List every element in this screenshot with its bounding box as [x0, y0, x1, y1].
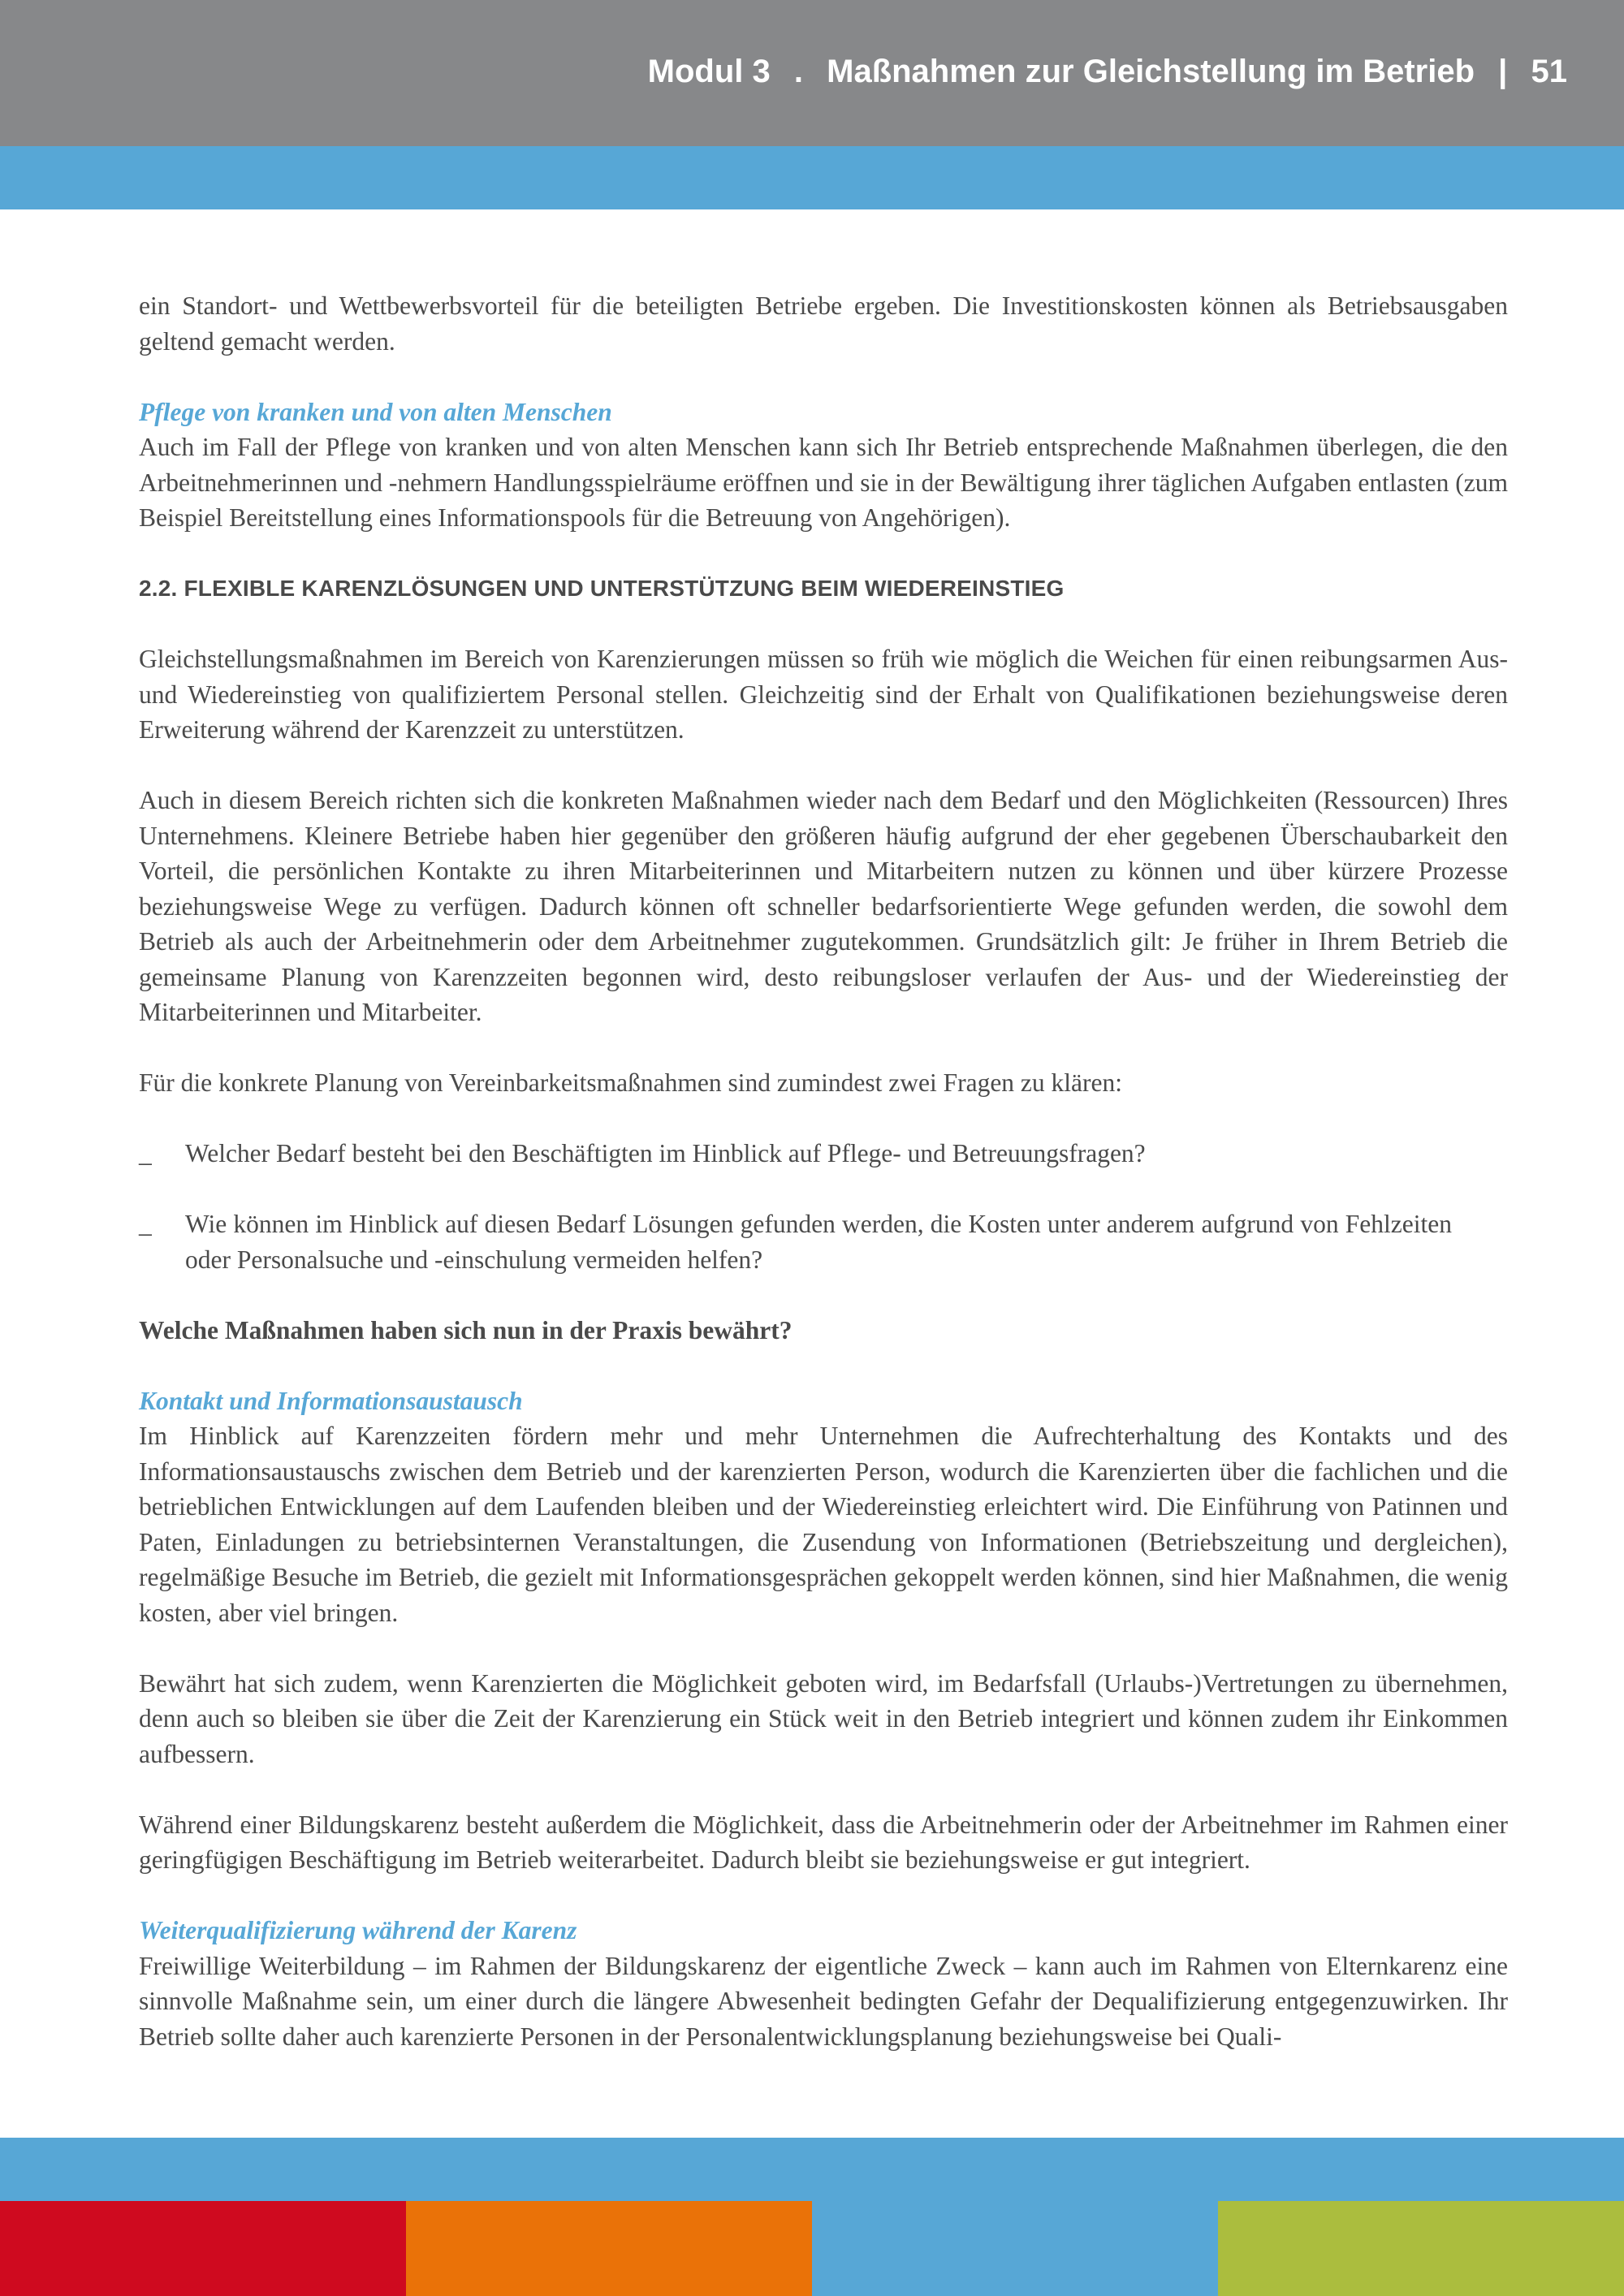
qualification-paragraph: Freiwillige Weiterbildung – im Rahmen der Bildungskarenz der eigentliche Zweck – kann auch im Rahmen von Elternkarenz eine sinnvolle Maßnahme sein, um einer durch die längere Abwesenheit bedingten Gefahr der Dequalifizierung entgegenzuwirken. Ihr Betrieb sollte daher auch karenzierte Personen in der Personalentwicklungsplanung beziehungsweise bei Quali-: [139, 1951, 1508, 2051]
footer-block-orange: [406, 2201, 812, 2296]
paragraph-measures: Auch in diesem Bereich richten sich die konkreten Maßnahmen wieder nach dem Bedarf und den Möglichkeiten (Ressourcen) Ihres Unternehmens. Kleinere Betriebe haben hier gegenüber den größeren häufig aufgrund der eher gegebenen Überschaubarkeit den Vorteil, die persönlichen Kontakte zu ihren Mitarbeiterinnen und Mitarbeitern nutzen zu können und über kürzere Prozesse beziehungsweise Wege zu verfügen. Dadurch können oft schneller bedarfsorientierte Wege gefunden werden, die sowohl dem Betrieb als auch der Arbeitnehmerin oder dem Arbeitnehmer zugutekommen. Grundsätzlich gilt: Je früher in Ihrem Betrieb die gemeinsame Planung von Karenzzeiten begonnen wird, desto reibungsloser verlaufen der Aus- und der Wiedereinstieg der Mitarbeiterinnen und Mitarbeiter.: [139, 786, 1508, 1026]
contact-heading: Kontakt und Informationsaustausch: [139, 1386, 523, 1415]
footer-block-green: [1218, 2201, 1624, 2296]
paragraph-substitution: Bewährt hat sich zudem, wenn Karenzierten die Möglichkeit geboten wird, im Bedarfsfall (Urlaubs-)Vertretungen zu übernehmen, denn auch so bleiben sie über die Zeit der Karenzierung ein Stück weit in den Betrieb integriert und können zudem ihr Einkommen aufbessern.: [139, 1668, 1508, 1768]
footer-block-blue: [812, 2201, 1218, 2296]
header-divider: |: [1498, 54, 1508, 89]
page-number: 51: [1531, 54, 1567, 89]
contact-paragraph: Im Hinblick auf Karenzzeiten fördern mehr und mehr Unternehmen die Aufrechterhaltung des Kontakts und des Informationsaustauschs zwischen dem Betrieb und der karenzierten Person, wodurch die Karenzierten über die fachlichen und die betrieblichen Entwicklungen auf dem Laufenden bleiben und der Wiedereinstieg erleichtert wird. Die Einführung von Patinnen und Paten, Einladungen zu betriebsinternen Veranstaltungen, die Zusendung von Informationen (Betriebszeitung und dergleichen), regelmäßige Besuche im Betrieb, die gezielt mit Informationsgesprächen gekoppelt werden können, sind hier Maßnahmen, die wenig kosten, aber viel bringen.: [139, 1422, 1508, 1627]
bullet-mark: _: [139, 1210, 152, 1238]
chapter-title: Maßnahmen zur Gleichstellung im Betrieb: [827, 54, 1475, 89]
care-paragraph: Auch im Fall der Pflege von kranken und von alten Menschen kann sich Ihr Betrieb entsprechende Maßnahmen überlegen, die den Arbeitnehmerinnen und -nehmern Handlungsspielräume eröffnen und sie in der Bewältigung ihrer täglichen Aufgaben entlasten (zum Beispiel Bereitstellung eines Informationspools für die Betreuung von Angehörigen).: [139, 433, 1508, 532]
bullet-mark: _: [139, 1139, 152, 1167]
intro-paragraph: ein Standort- und Wettbewerbsvorteil für die beteiligten Betriebe ergeben. Die Investitionskosten können als Betriebsausgaben geltend gemacht werden.: [139, 291, 1508, 356]
section-heading: 2.2. FLEXIBLE KARENZLÖSUNGEN UND UNTERSTÜTZUNG BEIM WIEDEREINSTIEG: [139, 576, 1065, 601]
page-content: [139, 288, 1508, 2054]
bullet-item: [139, 1136, 1452, 1172]
qualification-heading: Weiterqualifizierung während der Karenz: [139, 1916, 577, 1944]
bullet-text: Wie können im Hinblick auf diesen Bedarf Lösungen gefunden werden, die Kosten unter anderem aufgrund von Fehlzeiten oder Personalsuche und -einschulung vermeiden helfen?: [185, 1210, 1452, 1274]
care-heading: Pflege von kranken und von alten Menschen: [139, 397, 612, 426]
paragraph-karenz: Gleichstellungsmaßnahmen im Bereich von Karenzierungen müssen so früh wie möglich die Weichen für einen reibungsarmen Aus- und Wiedereinstieg von qualifiziertem Personal stellen. Gleichzeitig sind der Erhalt von Qualifikationen beziehungsweise deren Erweiterung während der Karenzzeit zu unterstützen.: [139, 645, 1508, 744]
header-bar: [0, 0, 1624, 146]
bullet-item: [139, 1206, 1452, 1277]
footer-color-blocks: [0, 2201, 1624, 2296]
footer-block-red: [0, 2201, 406, 2296]
module-label: Modul 3: [647, 54, 771, 89]
page-header-title: [648, 54, 1567, 90]
practice-question: Welche Maßnahmen haben sich nun in der Praxis bewährt?: [139, 1315, 793, 1344]
bullet-text: Welcher Bedarf besteht bei den Beschäftigten im Hinblick auf Pflege- und Betreuungsfragen?: [185, 1139, 1146, 1167]
paragraph-education-leave: Während einer Bildungskarenz besteht außerdem die Möglichkeit, dass die Arbeitnehmerin oder der Arbeitnehmer im Rahmen einer geringfügigen Beschäftigung im Betrieb weiterarbeitet. Dadurch bleibt sie beziehungsweise er gut integriert.: [139, 1810, 1508, 1874]
paragraph-questions-intro: Für die konkrete Planung von Vereinbarkeitsmaßnahmen sind zumindest zwei Fragen zu klären:: [139, 1068, 1122, 1097]
top-color-band: [0, 146, 1624, 209]
bottom-color-band: [0, 2138, 1624, 2201]
module-dot: .: [793, 54, 803, 89]
